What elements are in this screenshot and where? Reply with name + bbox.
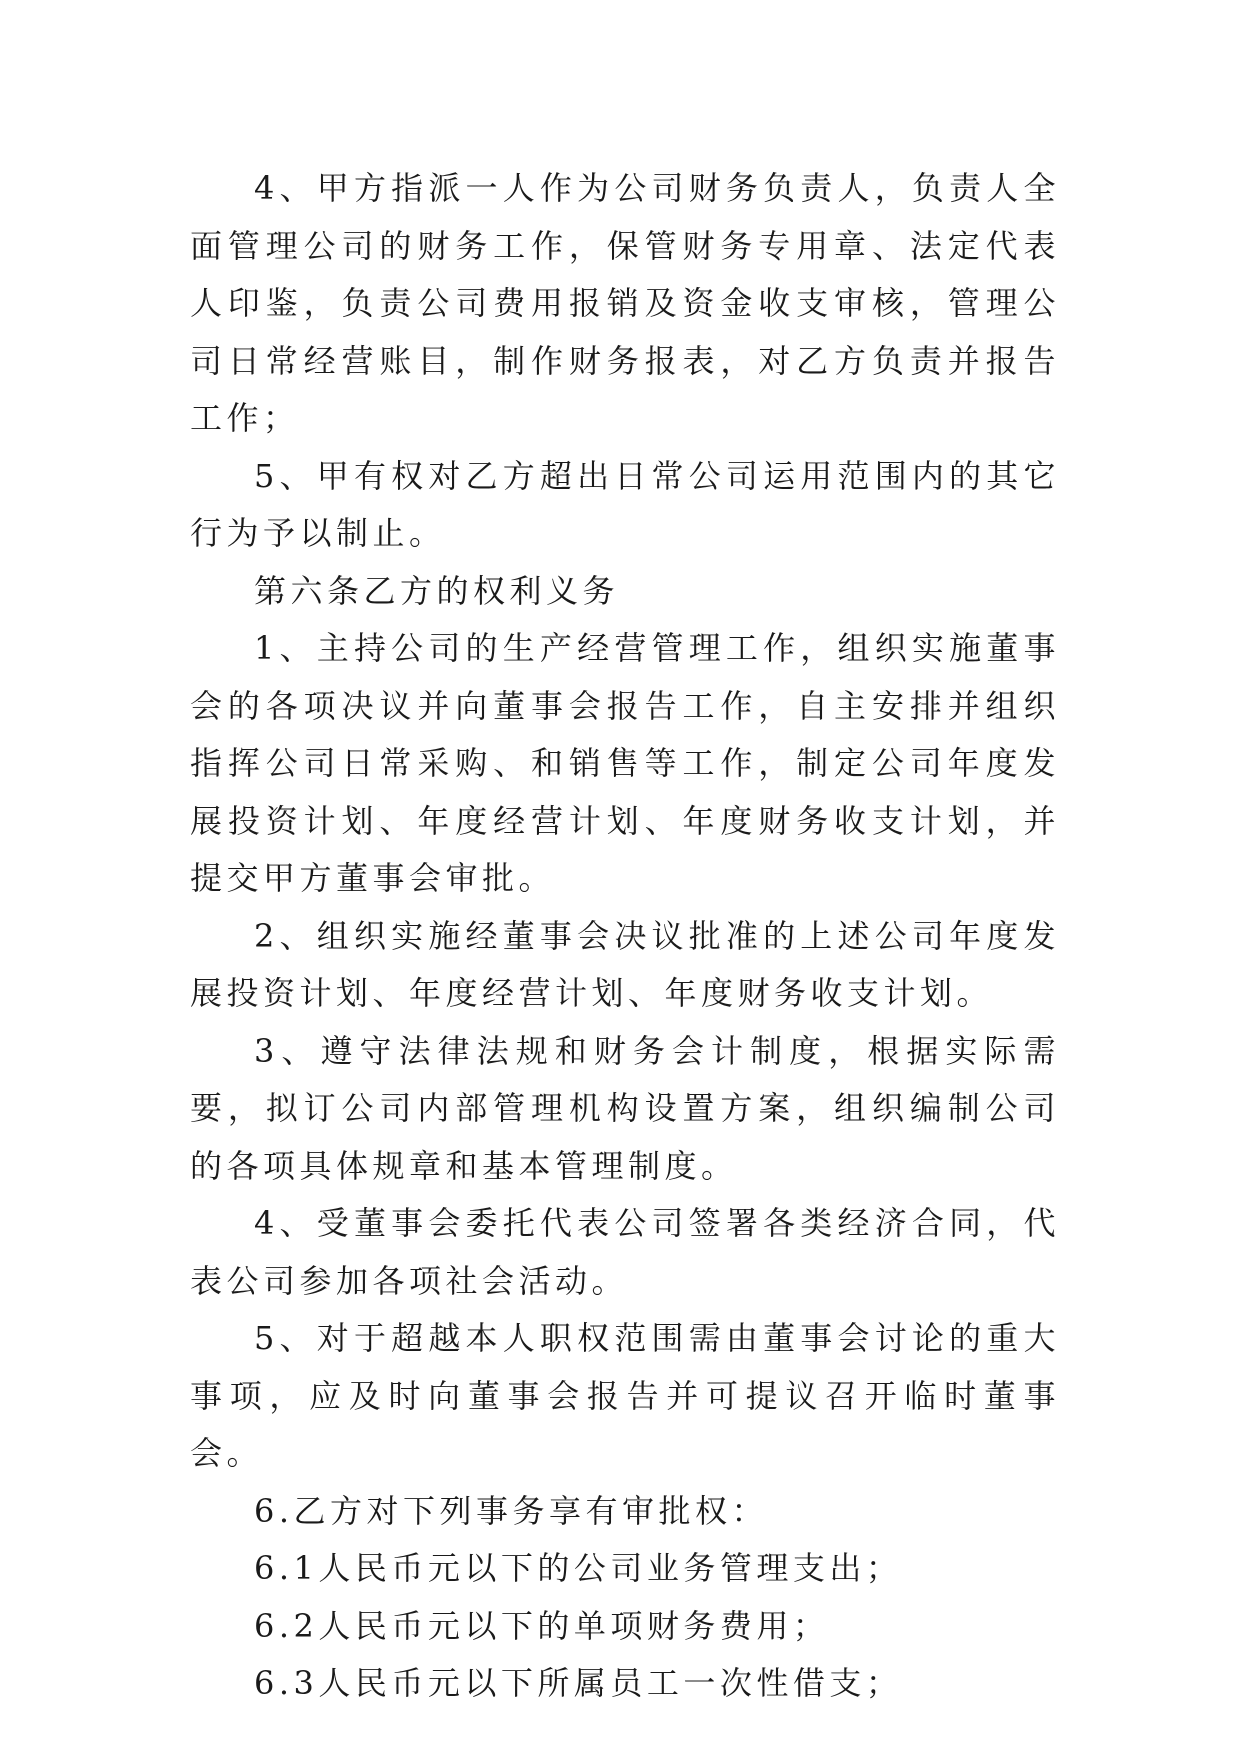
section-heading: 第六条乙方的权利义务 xyxy=(254,571,620,610)
document-page xyxy=(190,160,1060,1713)
paragraph-12: 6.3人民币元以下所属员工一次性借支； xyxy=(254,1664,903,1702)
paragraph-2: 5、甲有权对乙方超出日常公司运用范围内的其它行为予以制止。 xyxy=(190,456,1060,552)
paragraph-6: 3、遵守法律法规和财务会计制度，根据实际需要，拟订公司内部管理机构设置方案，组织编制公司的各项具体规章和基本管理制度。 xyxy=(190,1031,1060,1185)
paragraph-5: 2、组织实施经董事会决议批准的上述公司年度发展投资计划、年度经营计划、年度财务收支计划。 xyxy=(190,916,1060,1012)
paragraph-7: 4、受董事会委托代表公司签署各类经济合同，代表公司参加各项社会活动。 xyxy=(190,1204,1060,1300)
paragraph-8: 5、对于超越本人职权范围需由董事会讨论的重大事项，应及时向董事会报告并可提议召开临时董事会。 xyxy=(190,1319,1060,1472)
paragraph-10: 6.1人民币元以下的公司业务管理支出； xyxy=(254,1549,903,1587)
paragraph-4: 1、主持公司的生产经营管理工作，组织实施董事会的各项决议并向董事会报告工作，自主安排并组织指挥公司日常采购、和销售等工作，制定公司年度发展投资计划、年度经营计划、年度财务收支计划，并提交甲方董事会审批。 xyxy=(190,629,1060,897)
paragraph-9: 6.乙方对下列事务享有审批权： xyxy=(254,1491,769,1530)
paragraph-11: 6.2人民币元以下的单项财务费用； xyxy=(254,1606,830,1645)
paragraph-1: 4、甲方指派一人作为公司财务负责人，负责人全面管理公司的财务工作，保管财务专用章、法定代表人印鉴，负责公司费用报销及资金收支审核，管理公司日常经营账目，制作财务报表，对乙方负责并报告工作； xyxy=(190,169,1060,437)
